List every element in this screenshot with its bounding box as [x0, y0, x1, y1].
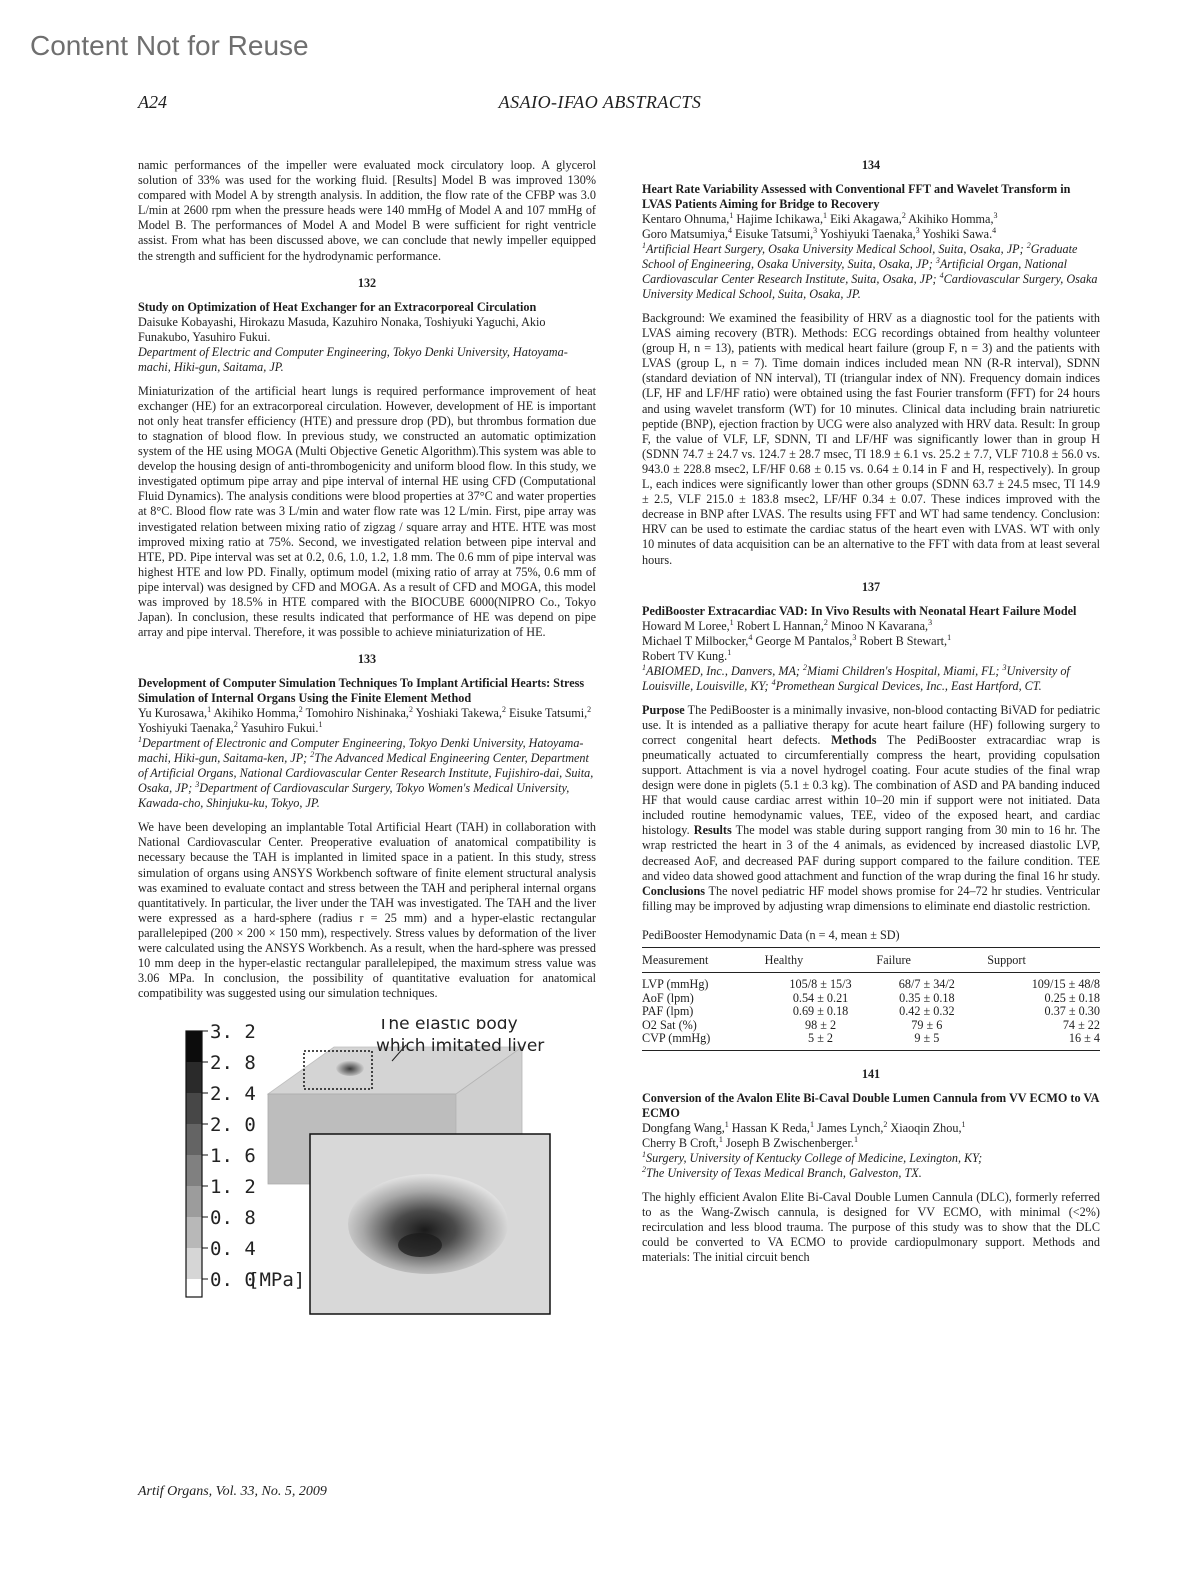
abstract-number-133: 133: [357, 652, 377, 667]
abstract-authors-133: [138, 706, 596, 736]
scale-swatch: [186, 1248, 202, 1279]
scale-label: 1. 2: [210, 1176, 256, 1199]
abstract-affiliation-132: Department of Electric and Computer Engineering, Tokyo Denki University, Hatoyama-machi, Hiki-gun, Saitama, JP.: [138, 344, 568, 374]
abstract-title-137: PediBooster Extracardiac VAD: In Vivo Results with Neonatal Heart Failure Model: [642, 603, 1077, 618]
zoom-dent-outer: [348, 1174, 508, 1274]
continued-abstract-text: namic performances of the impeller were evaluated mock circulatory loop. A glycerol solution of 33% was used for the working fluid. [Results] Model B was improved 130% compared with Model A by strength analysis. In addition, the flow rate of the CFBP was 3.0 L/min at 2600 rpm when the pressure heads were 140 mmHg of Model A and 107 mmHg of Model B. The performances of Model A and Model B were sufficient for right ventricle assist. From what has been discussed above, we can conclude that newly impeller equipped the strength and sufficient for the hydrodynamic performance.: [138, 158, 596, 263]
scale-swatch: [186, 1093, 202, 1124]
abstract-number-141: 141: [861, 1066, 881, 1081]
scale-swatch: [186, 1031, 202, 1062]
abstract-title-141: Conversion of the Avalon Elite Bi-Caval Double Lumen Cannula from VV ECMO to VA ECMO: [642, 1090, 1099, 1120]
table-row: PAF (lpm) 0.69 ± 0.18 0.42 ± 0.32 0.37 ± 0.30: [642, 1004, 1100, 1019]
abstract-body-134: Background: We examined the feasibility of HRV as a diagnostic tool for the patients with LVAS aiming recovery (BTR). Methods: ECG recordings obtained from healthy volunteer (group H, n = 13), patients with medical heart failure (group F, n = 3) and the patients with LVAS (group L, n = 7). Time domain indices included mean NN (R-R interval), SDNN (standard deviation of NN interval), TI (triangular index of NN). Frequency domain indices (LF, HF and LF/HF ratio) were obtained using the fast Fourier transform (FFT) for 24 hours and using wavelet transform (WT) for 10 minutes. Clinical data including brain natriuretic peptide (BNP), ejection fraction by UCG were also analyzed with HRV data. Result: In group F, the value of VLF, LF, SDNN, TI and LF/HF was significantly lower than in group H (SDNN 74.7 ± 24.7 vs. 124.7 ± 28.7 msec, TI 18.9 ± 6.1 vs. 25.2 ± 7.7, VLF 710.8 ± 56.0 vs. 943.0 ± 228.8 msec2, LF/HF 0.68 ± 0.15 vs. 0.64 ± 0.14 in F and H, respectively). In group L, each indices were significantly lower than other groups (SDNN 63.7 ± 24.5 msec, TI 14.9 ± 2.5, VLF 215.0 ± 183.8 msec2, LF/HF 0.34 ± 0.07. These indices improved with the decrease in BNP after LVAS. The results using FFT and WT had same tendency. Conclusion: HRV can be used to estimate the cardiac status of the heart even with LVAS. WT with only 10 minutes of data acquisition can be an alternative to the FFT with data from at least several hours.: [642, 311, 1100, 567]
abstract-authors-134: Kentaro Ohnuma,$^1$ Hajime Ichikawa,$^1$ Eiki Akagawa,$^2$ Akihiko Homma,$^3$ Goro Matsumiya,$^4$ Eisuke Tatsumi,$^3$ Yoshiyuki Taenaka,$^3$ Yoshiki Sawa.$^4$: [642, 210, 998, 241]
table-row: O2 Sat (%) 98 ± 2 79 ± 6 74 ± 22: [642, 1017, 1100, 1032]
scale-swatch: [186, 1155, 202, 1186]
scale-label: 2. 8: [210, 1052, 256, 1075]
citation-footer: Artif Organs, Vol. 33, No. 5, 2009: [138, 1484, 327, 1499]
abstract-body-141: The highly efficient Avalon Elite Bi-Caval Double Lumen Cannula (DLC), formerly referred to as the Wang-Zwisch cannula, is designed for VV ECMO, with minimal (<2%) recirculation and less blood trauma. The purpose of this study was to show that the DLC could be converted to VA ECMO to provide cardiopulmonary support. Methods and materials: The initial circuit bench: [642, 1189, 1100, 1265]
annotation-line-1: The elastic body: [378, 1019, 518, 1035]
zoom-dent-core: [398, 1233, 442, 1257]
abstract-body-137: Purpose The PediBooster is a minimally invasive, non-blood contacting BiVAD for pediatric use. It is intended as a palliative therapy for acute heart failure (HF) following surgery to correct congenital heart defects. Methods The PediBooster extracardiac wrap is pneumatically actuated to circumferentially compress the heart, providing copulsation support. Attachment is via a novel hydrogel coating. Four acute studies of the final wrap design were done in piglets (5.1 ± 0.3 kg). The combination of ASD and PA banding induced HF that would cause cardiac arrest within 10–20 min if support were not initiated. Data included routine hemodynamic values, TEE, video of the exposed heart, and cardiac histology. Results The model was stable during support ranging from 30 min to 16 hr. The wrap restricted the heart in 3 of the 4 animals, as evidenced by increased diastolic LVP, decreased AoF, and decreased PAF during support compared to the failure condition. TEE and video data showed good attachment and function of the wrap during the final 16 hr study. Conclusions The novel pediatric HF model shows promise for 24–72 hr studies. Ventricular filling may be improved by adjusting wrap dimensions to eliminate end diastolic restriction.: [642, 702, 1100, 913]
hemodynamic-data-table: [642, 947, 1100, 1051]
scale-label: 0. 8: [210, 1207, 256, 1230]
abstract-authors-137: Howard M Loree,$^1$ Robert L Hannan,$^2$ Minoo N Kavarana,$^3$ Michael T Milbocker,$^4$ George M Pantalos,$^3$ Robert B Stewart,$^1$ Robert TV Kung.$^1$: [642, 617, 952, 663]
small-dent: [336, 1060, 364, 1076]
abstract-title-134: Heart Rate Variability Assessed with Conventional FFT and Wavelet Transform in LVAS Patients Aiming for Bridge to Recovery: [642, 182, 1071, 211]
scale-swatch: [186, 1279, 202, 1297]
abstract-number-132: 132: [357, 275, 377, 290]
scale-label: 0. 0: [210, 1269, 256, 1292]
stress-simulation-figure: [138, 1019, 596, 1319]
scale-label: 1. 6: [210, 1145, 256, 1168]
author: Yasuhiro Fukui.$^1$: [240, 720, 323, 736]
scale-swatch: [186, 1062, 202, 1093]
abstract-body-132: Miniaturization of the artificial heart lungs is required performance improvement of heat exchanger (HE) for an extracorporeal circulation. However, development of HE is important not only heat transfer efficiency (HTE) and pressure drop (PD), but thrombus formation due to stagnation of blood flow. In previous study, we constructed an automatic optimization system of the HE using MOGA (Multi Objective Genetic Algorithm).This system was able to develop the housing design of anti-thrombogenicity and uniform blood flow. In this study, we investigated optimum pipe array and pipe interval of internal HE using CFD (Computational Fluid Dynamics). The analysis conditions were blood properties at 37°C and water properties at 8°C. Blood flow rate was 3 L/min and water flow rate was 12 L/min. First, pipe array was investigated relation between mixing ratio of zigzag / square array and HTE. HTE was most improved mixing ratio at 75%. Second, we investigated relation between pipe interval and HTE, PD. Pipe interval was set at 0.2, 0.6, 1.0, 1.2, 1.8 mm. The 0.6 mm of pipe interval was highest HTE and low PD. Finally, optimum model (mixing ratio of array at 75%, 0.6 mm of pipe interval) was designed by CFD and MOGA. As a result of CFD and MOGA, this model was improved by 18.5% in HTE compared with the BIOCUBE 6000(NIPRO Co., Tokyo Japan). In conclusion, these results indicated that performance of HE was depend on pipe array and pipe interval. Therefore, it was possible to achieve miniaturization of HE.: [138, 383, 596, 640]
running-header: ASAIO-IFAO ABSTRACTS: [498, 92, 702, 112]
abstract-affiliation-141: $^1$Surgery, University of Kentucky College of Medicine, Lexington, KY; $^2$The University of Texas Medical Branch, Galveston, TX.: [642, 1149, 983, 1180]
abstract-number-137: 137: [861, 579, 881, 594]
abstract-affiliation-134: $^1$Artificial Heart Surgery, Osaka University Medical School, Suita, Osaka, JP; $^2$Graduate School of Engineering, Osaka University, Suita, Osaka, JP; $^3$Artificial Organ, National Cardiovascular Center Research Institute, Suita, Osaka, JP; $^4$Cardiovascular Surgery, Osaka University Medical School, Suita, Osaka, JP.: [642, 240, 1098, 301]
table-row: AoF (lpm) 0.54 ± 0.21 0.35 ± 0.18 0.25 ± 0.18: [642, 990, 1100, 1005]
scale-label: 2. 0: [210, 1114, 256, 1137]
right-column: [642, 158, 1100, 1265]
watermark: Content Not for Reuse: [30, 30, 309, 61]
table-header: Support: [977, 947, 1100, 972]
table-header: Measurement: [642, 947, 765, 972]
page-number: A24: [138, 92, 167, 112]
stress-simulation-illustration: [138, 1019, 596, 1319]
abstract-authors-141: Dongfang Wang,$^1$ Hassan K Reda,$^1$ James Lynch,$^2$ Xiaoqin Zhou,$^1$ Cherry B Croft,$^1$ Joseph B Zwischenberger.$^1$: [642, 1119, 966, 1150]
table-row: CVP (mmHg) 5 ± 2 9 ± 5 16 ± 4: [642, 1031, 1100, 1046]
table-caption: PediBooster Hemodynamic Data (n = 4, mean ± SD): [642, 927, 900, 942]
author: Yoshiaki Takewa,$^2$: [415, 705, 506, 721]
table-row: LVP (mmHg) 105/8 ± 15/3 68/7 ± 34/2 109/15 ± 48/8: [642, 976, 1100, 991]
scale-label: 2. 4: [210, 1083, 256, 1106]
author: Tomohiro Nishinaka,$^2$: [305, 705, 413, 721]
annotation-line-2: which imitated liver: [376, 1036, 545, 1057]
stress-color-scale: [186, 1031, 208, 1297]
scale-label: 3. 2: [210, 1021, 256, 1044]
abstract-title-133: Development of Computer Simulation Techniques To Implant Artificial Hearts: Stress Simulation of Internal Organs Using the Finite Element Method: [138, 676, 585, 706]
table-header: Healthy: [765, 947, 877, 972]
author: Yoshiyuki Taenaka,$^2$: [138, 720, 238, 736]
scale-swatch: [186, 1217, 202, 1248]
scale-swatch: [186, 1186, 202, 1217]
table-header: Failure: [876, 947, 977, 972]
abstract-affiliation-133: $^1$Department of Electronic and Computer Engineering, Tokyo Denki University, Hatoyama-machi, Hiki-gun, Saitama-ken, JP; $^2$The Advanced Medical Engineering Center, Department of Artificial Organs, National Cardiovascular Center Research Institute, Fujishiro-dai, Suita, Osaka, JP; $^3$Department of Cardiovascular Surgery, Tokyo Women's Medical University, Kawada-cho, Shinjuku-ku, Tokyo, JP.: [138, 735, 594, 811]
abstract-number-134: 134: [861, 158, 881, 172]
abstract-title-132: Study on Optimization of Heat Exchanger for an Extracorporeal Circulation: [138, 299, 537, 314]
author: Akihiko Homma,$^2$: [213, 705, 303, 721]
abstract-body-133: We have been developing an implantable Total Artificial Heart (TAH) in collaboration with National Cardiovascular Center. Preoperative evaluation of anatomical compatibility is necessary because the TAH is implanted in limited space in a patient. In this study, stress simulation of organs using ANSYS Workbench software of finite element structural analysis was examined to evaluate contact and stress between the TAH and peripheral internal organs quantitatively. In particular, the liver under the TAH was investigated. The TAH and the liver were expressed as a hard-sphere (radius r = 25 mm) and a hyper-elastic rectangular parallelepiped (200 × 200 × 150 mm), respectively. Stress values by deformation of the liver were calculated using the ANSYS Workbench. As a result, when the hard-sphere was pressed 10 mm deep in the hyper-elastic rectangular parallelepiped, the maximum stress value was 3.06 MPa. In conclusion, the possibility of quantitative evaluation for anatomical compatibility was suggested using our simulation techniques.: [138, 820, 596, 1001]
author: Yu Kurosawa,$^1$: [138, 705, 212, 721]
table-header-row: [642, 947, 1100, 972]
scale-unit: [MPa]: [248, 1269, 306, 1292]
abstract-affiliation-137: $^1$ABIOMED, Inc., Danvers, MA; $^2$Miami Children's Hospital, Miami, FL; $^3$University of Louisville, Louisville, KY; $^4$Promethean Surgical Devices, Inc., East Hartford, CT.: [642, 662, 1070, 693]
scale-label: 0. 4: [210, 1238, 256, 1261]
left-column: [138, 158, 596, 1319]
scale-swatch: [186, 1124, 202, 1155]
author: Eisuke Tatsumi,$^2$: [509, 705, 592, 721]
abstract-authors-132: Daisuke Kobayashi, Hirokazu Masuda, Kazuhiro Nonaka, Toshiyuki Yaguchi, Akio Funakubo, Yasuhiro Fukui.: [138, 314, 546, 344]
